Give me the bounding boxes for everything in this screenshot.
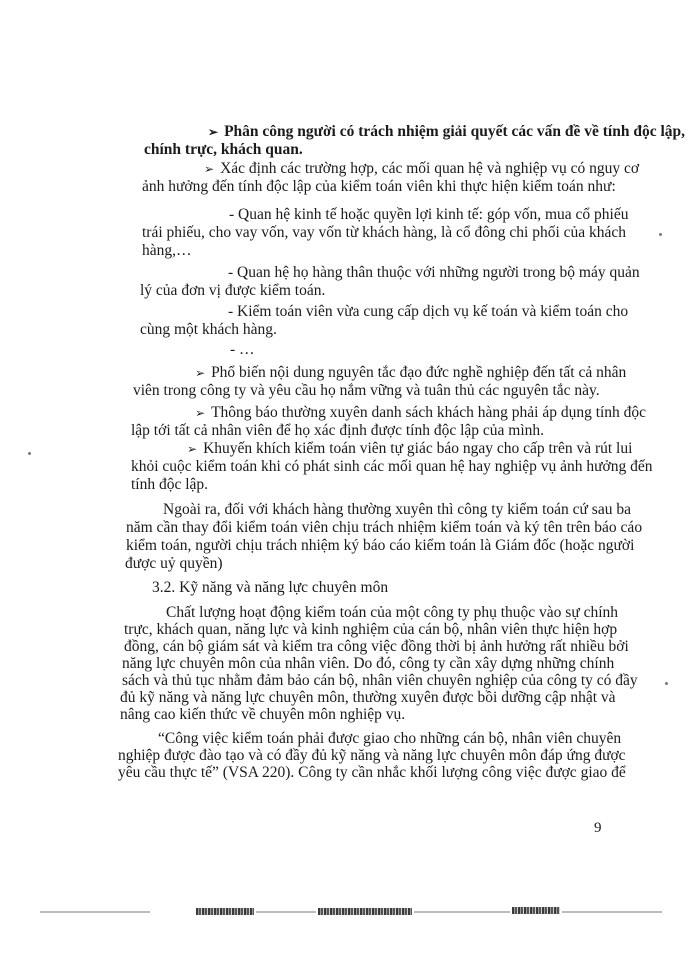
text-line: tính độc lập. — [131, 476, 209, 493]
bullet-line: ➢ Phổ biến nội dung nguyên tắc đạo đức nghề nghiệp đến tất cả nhân — [195, 364, 627, 381]
scan-speck — [665, 682, 668, 685]
arrow-bullet-icon: ➢ — [208, 125, 219, 139]
section-heading: 3.2. Kỹ năng và năng lực chuyên môn — [152, 579, 389, 596]
arrow-bullet-icon: ➢ — [195, 366, 206, 380]
arrow-bullet-icon: ➢ — [204, 162, 215, 176]
scan-artifact — [318, 908, 412, 915]
text-line: yêu cầu thực tế” (VSA 220). Công ty cần nhắc khối lượng công việc được giao để — [118, 764, 626, 781]
scan-artifact — [256, 911, 316, 913]
scan-artifact — [40, 911, 150, 913]
text-line: cùng một khách hàng. — [140, 321, 277, 338]
dash-item-line: - Quan hệ kinh tế hoặc quyền lợi kinh tế: góp vốn, mua cổ phiếu — [229, 206, 629, 223]
text-line: được uỷ quyền) — [125, 555, 223, 572]
text-line: nghiệp được đào tạo và có đầy đủ kỹ năng và năng lực chuyên môn đáp ứng được — [118, 747, 626, 764]
scan-artifact — [512, 907, 560, 914]
arrow-bullet-icon: ➢ — [195, 406, 206, 420]
text-line: chính trực, khách quan. — [144, 141, 303, 158]
text-line: đủ kỹ năng và năng lực chuyên môn, thường xuyên được bồi dưỡng cập nhật và — [120, 689, 616, 706]
dash-item-line: - … — [230, 341, 255, 358]
text-line: lập tới tất cả nhân viên để họ xác định được tính độc lập của mình. — [131, 422, 545, 439]
bullet-line: ➢ Khuyến khích kiểm toán viên tự giác báo ngay cho cấp trên và rút lui — [187, 440, 633, 457]
text-line: năng lực chuyên môn của nhân viên. Do đó, công ty cần xây dựng những chính — [122, 655, 615, 672]
text-line: Ngoài ra, đối với khách hàng thường xuyên thì công ty kiểm toán cứ sau ba — [163, 501, 631, 518]
dash-item-line: - Kiểm toán viên vừa cung cấp dịch vụ kế toán và kiểm toán cho — [228, 303, 629, 320]
bullet-line: ➢ Thông báo thường xuyên danh sách khách hàng phải áp dụng tính độc — [195, 404, 647, 421]
scan-speck — [28, 452, 31, 455]
dash-item-line: - Quan hệ họ hàng thân thuộc với những người trong bộ máy quản — [228, 264, 640, 281]
text-line: trực, khách quan, năng lực và kinh nghiệm của cán bộ, nhân viên thực hiện hợp — [124, 621, 618, 638]
text-line: nâng cao kiến thức về chuyên môn nghiệp vụ. — [120, 706, 406, 723]
text-line: viên trong công ty và yêu cầu họ nắm vững và tuân thủ các nguyên tắc này. — [133, 382, 600, 399]
scan-artifact — [562, 911, 662, 913]
text-line: Chất lượng hoạt động kiểm toán của một công ty phụ thuộc vào sự chính — [166, 604, 619, 621]
text-line: năm cần thay đổi kiểm toán viên chịu trách nhiệm kiểm toán và ký tên trên báo cáo — [126, 519, 643, 536]
text-line: ảnh hưởng đến tính độc lập của kiểm toán viên khi thực hiện kiểm toán như: — [142, 178, 616, 195]
text-line: kiểm toán, người chịu trách nhiệm ký báo cáo kiểm toán là Giám đốc (hoặc người — [126, 537, 635, 554]
scan-artifact — [414, 911, 510, 913]
scan-artifact — [196, 908, 254, 915]
text-line: lý của đơn vị được kiểm toán. — [140, 282, 326, 299]
text-line: trái phiếu, cho vay vốn, vay vốn từ khách hàng, là cổ đông chi phối của khách — [142, 224, 627, 241]
text-line: khỏi cuộc kiểm toán khi có phát sinh các mối quan hệ hay nghiệp vụ ảnh hưởng đến — [131, 458, 653, 475]
arrow-bullet-icon: ➢ — [187, 442, 198, 456]
bullet-line: ➢ Xác định các trường hợp, các mối quan hệ và nghiệp vụ có nguy cơ — [204, 160, 640, 177]
text-line: sách và thủ tục nhằm đảm bảo cán bộ, nhân viên chuyên nghiệp của công ty có đầy — [122, 672, 638, 689]
scan-speck — [659, 233, 662, 236]
bullet-line: ➢ Phân công người có trách nhiệm giải quyết các vấn đề về tính độc lập, — [208, 123, 686, 140]
text-line: “Công việc kiểm toán phải được giao cho những cán bộ, nhân viên chuyên — [158, 730, 622, 747]
text-line: hàng,… — [142, 242, 192, 259]
text-line: đồng, cán bộ giám sát và kiểm tra công việc đồng thời bị ảnh hưởng rất nhiều bởi — [124, 638, 629, 655]
page-number: 9 — [594, 820, 602, 836]
